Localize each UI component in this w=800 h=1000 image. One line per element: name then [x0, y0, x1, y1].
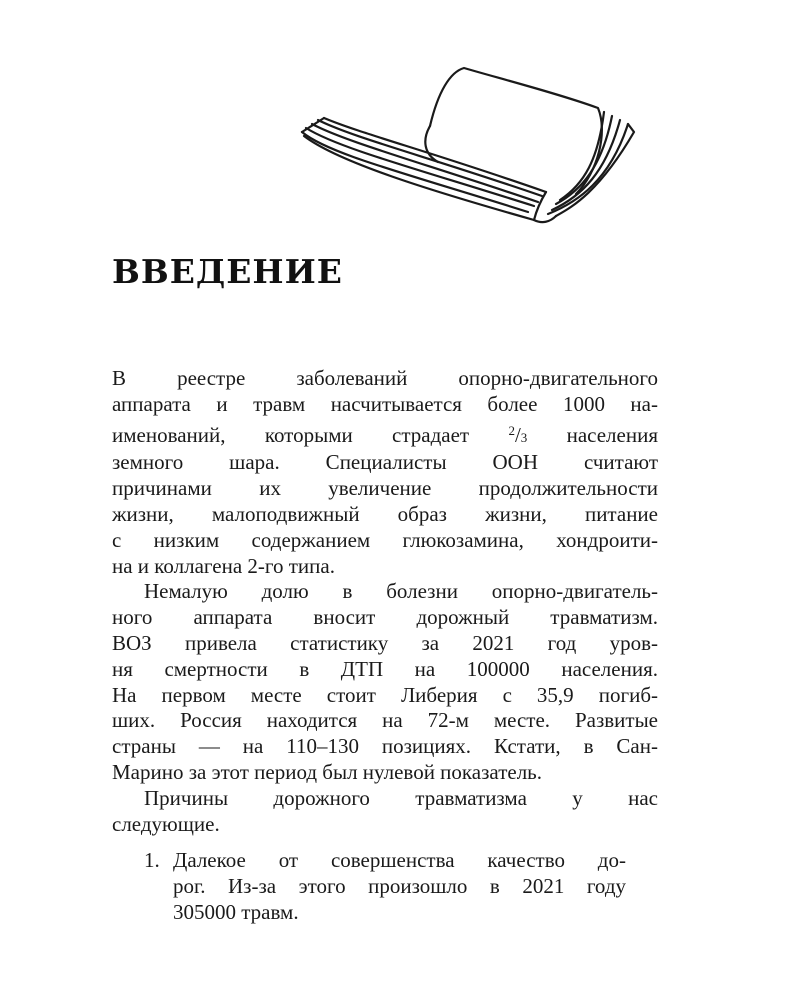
text-line: Немалую долю в болезни опорно-двигатель-: [144, 579, 658, 604]
paragraph-3: [112, 786, 658, 838]
list-item: [144, 848, 626, 925]
text-line: аппарата и травм насчитывается более 1000 на-: [112, 391, 658, 416]
fraction-numerator: 2: [508, 422, 515, 438]
paragraph-2: [112, 579, 658, 785]
text-line: ня смертности в ДТП на 100000 населения.: [112, 656, 658, 681]
text-line: Марино за этот период был нулевой показатель.: [112, 759, 542, 784]
text-line: жизни, малоподвижный образ жизни, питание: [112, 501, 658, 526]
text-line: В реестре заболеваний опорно-двигательного: [112, 366, 658, 390]
numbered-list: [144, 848, 626, 925]
fraction-denominator: 3: [520, 429, 528, 445]
text-line: [112, 418, 658, 451]
text-line: причинами их увеличение продолжительности: [112, 476, 658, 501]
chapter-title: ВВЕДЕНИЕ: [112, 252, 343, 291]
text-line: с низким содержанием глюкозамина, хондроити-: [112, 527, 658, 552]
text-line: 305000 травм.: [173, 899, 299, 924]
open-book-icon: [298, 62, 643, 230]
text-line: на и коллагена 2-го типа.: [112, 553, 335, 578]
body-text: [112, 366, 658, 837]
text-line: На первом месте стоит Либерия с 35,9 погиб-: [112, 682, 658, 707]
text-segment: населения: [527, 422, 658, 447]
text-segment: именований, которыми страдает: [112, 422, 509, 447]
list-item-number: 1.: [144, 848, 160, 872]
text-line: Далекое от совершенства качество до-: [173, 848, 626, 872]
text-line: Причины дорожного травматизма у нас: [144, 785, 658, 810]
text-line: земного шара. Специалисты ООН считают: [112, 450, 658, 475]
paragraph-1: [112, 366, 658, 579]
text-line: страны — на 110–130 позициях. Кстати, в Сан-: [112, 734, 658, 759]
text-line: ного аппарата вносит дорожный травматизм.: [112, 605, 658, 630]
text-line: рог. Из-за этого произошло в 2021 году: [173, 873, 626, 898]
text-line: следующие.: [112, 811, 220, 836]
fraction-slash: /: [514, 422, 521, 447]
text-line: ВОЗ привела статистику за 2021 год уров-: [112, 630, 658, 655]
text-line: ших. Россия находится на 72-м месте. Развитые: [112, 708, 658, 733]
